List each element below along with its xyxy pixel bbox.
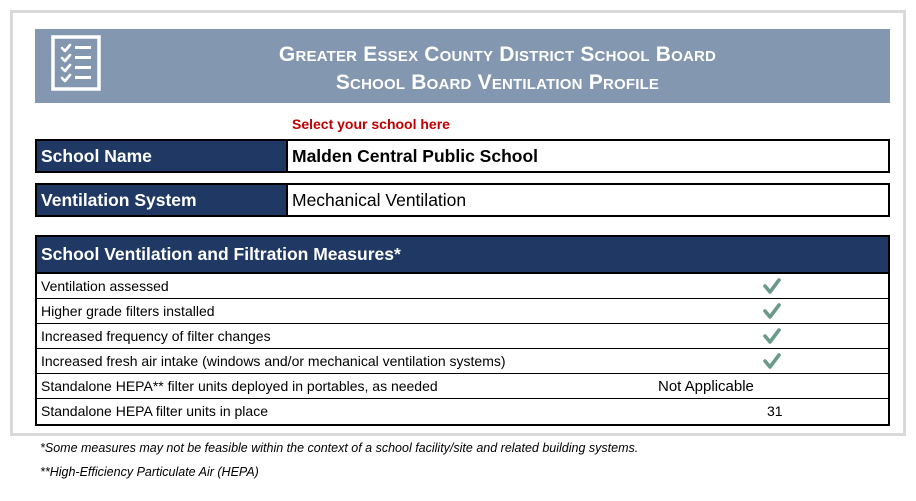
checkmark-icon: [763, 277, 781, 295]
measure-label: Increased fresh air intake (windows and/or mechanical ventilation systems): [41, 353, 506, 369]
measure-row: [37, 374, 888, 399]
measure-value: [601, 299, 888, 323]
measure-value: [601, 399, 888, 424]
measure-row: [37, 349, 888, 374]
measure-value: [601, 324, 888, 348]
profile-title: School Board Ventilation Profile: [335, 71, 660, 94]
checkmark-icon: [763, 352, 781, 370]
banner: [35, 29, 890, 103]
hepa-units-count: 31: [767, 403, 783, 419]
school-name-row: [35, 139, 890, 173]
select-school-hint: Select your school here: [292, 116, 450, 132]
checkmark-icon: [763, 327, 781, 345]
measure-label: Standalone HEPA** filter units deployed in portables, as needed: [41, 378, 438, 394]
measure-value: [601, 349, 888, 373]
measure-row: [37, 299, 888, 324]
measure-label: Standalone HEPA filter units in place: [41, 403, 268, 419]
measure-label: Increased frequency of filter changes: [41, 328, 271, 344]
measure-row: [37, 399, 888, 424]
measures-header: School Ventilation and Filtration Measures*: [37, 237, 888, 274]
ventilation-system-row: [35, 183, 890, 217]
measure-value: [601, 274, 888, 298]
measure-label: Ventilation assessed: [41, 278, 169, 294]
footnote-feasibility: *Some measures may not be feasible within the context of a school facility/site and related building systems.: [40, 441, 639, 455]
board-name: Greater Essex County District School Board: [278, 43, 717, 66]
checkmark-icon: [763, 302, 781, 320]
not-applicable-text: Not Applicable: [658, 378, 754, 395]
ventilation-system-label: Ventilation System: [37, 185, 288, 215]
measures-table: [35, 235, 890, 426]
measure-value: [601, 374, 888, 398]
school-name-select[interactable]: Malden Central Public School: [288, 141, 888, 171]
ventilation-system-value: Mechanical Ventilation: [288, 185, 888, 215]
measure-label: Higher grade filters installed: [41, 303, 215, 319]
measure-row: [37, 274, 888, 299]
measure-row: [37, 324, 888, 349]
banner-title: [35, 41, 890, 97]
footnote-hepa: **High-Efficiency Particulate Air (HEPA): [40, 465, 259, 479]
school-name-label: School Name: [37, 141, 288, 171]
